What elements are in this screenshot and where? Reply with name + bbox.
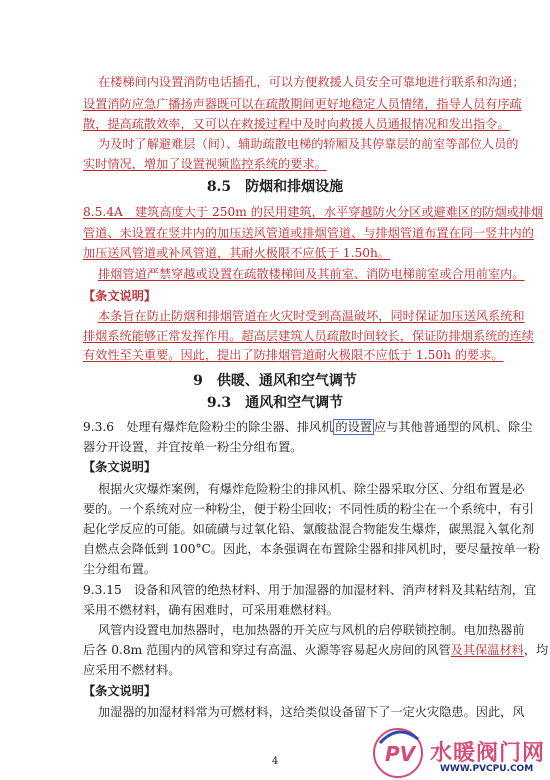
para-line: 为及时了解避难层（间）、辅助疏散电梯的轿厢及其停靠层的前室等部位人员的 bbox=[98, 137, 519, 151]
highlight-box: 的设置 bbox=[335, 420, 372, 434]
clause-line: 器分开设置，并宜按单一粉尘分组布置。 bbox=[83, 440, 303, 454]
clause-text: 后各 0.8m 范围内的风管和穿过有高温、火源等容易起火房间的风管 bbox=[83, 643, 451, 657]
clause-text: ，均 bbox=[523, 643, 549, 657]
explain-line: 尘分组布置。 bbox=[83, 562, 157, 576]
clause-text-red: 及其保温材料 bbox=[450, 643, 524, 657]
section-heading: 9.3 通风和空气调节 bbox=[206, 395, 344, 411]
clause-line: 排烟管道严禁穿越或设置在疏散楼梯间及其前室、消防电梯前室或合用前室内。 bbox=[98, 267, 525, 281]
explain-line: 要的。一个系统对应一种粉尘，便于粉尘回收；不同性质的粉尘在一个系统中，有引 bbox=[83, 502, 534, 516]
svg-text:PV: PV bbox=[385, 742, 416, 766]
explain-label: 【条文说明】 bbox=[83, 460, 157, 474]
clause-text: 应与其他普通型的风机、除尘 bbox=[373, 420, 533, 434]
page-number: 4 bbox=[271, 756, 279, 767]
clause-line bbox=[83, 419, 532, 435]
clause-line: 应采用不燃材料。 bbox=[83, 663, 181, 677]
section-heading: 8.5 防烟和排烟设施 bbox=[206, 179, 344, 195]
explain-line: 自燃点会降低到 100°C。因此，本条强调在布置除尘器和排风机时，要尽量按单一粉 bbox=[83, 542, 540, 556]
explain-line: 排烟系统能够正常发挥作用。超高层建筑人员疏散时间较长，保证防排烟系统的连续 bbox=[83, 329, 534, 343]
clause-text: 9.3.6 处理有爆炸危险粉尘的除尘器、排风机 bbox=[83, 420, 334, 434]
clause-line: 管道、未设置在竖井内的加压送风管道或排烟管道、与排烟管道布置在同一竖井内的 bbox=[83, 226, 534, 240]
para-line: 散，提高疏散效率，又可以在救援过程中及时向救援人员通报情况和发出指令。 bbox=[83, 117, 510, 131]
explain-label: 【条文说明】 bbox=[83, 289, 157, 303]
para-line: 在楼梯间内设置消防电话插孔，可以方便救援人员安全可靠地进行联系和沟通； bbox=[98, 75, 525, 89]
explain-line: 本条旨在防止防烟和排烟管道在火灾时受到高温破坏，同时保证加压送风系统和 bbox=[98, 309, 525, 323]
explain-line: 加湿器的加湿材料常为可燃材料，这给类似设备留下了一定火灾隐患。因此，风 bbox=[98, 705, 525, 719]
watermark-url: WWW.PVCPU.COM bbox=[440, 764, 534, 774]
clause-line: 采用不燃材料，确有困难时，可采用难燃材料。 bbox=[83, 603, 339, 617]
clause-line bbox=[83, 642, 548, 658]
explain-line: 根据火灾爆炸案例，有爆炸危险粉尘的排风机、除尘器采取分区、分组布置是必 bbox=[98, 482, 525, 496]
para-line: 实时情况，增加了设置视频监控系统的要求。 bbox=[83, 157, 327, 171]
clause-line: 加压送风管道或补风管道，其耐火极限不应低于 1.50h。 bbox=[83, 246, 390, 260]
clause-line: 8.5.4A 建筑高度大于 250m 的民用建筑，水平穿越防火分区或避难区的防烟或排烟 bbox=[83, 205, 544, 219]
explain-line: 有效性至关重要。因此，提出了防排烟管道耐火极限不应低于 1.50h 的要求。 bbox=[83, 348, 504, 362]
watermark-text: 水暖阀门网 bbox=[430, 741, 546, 766]
explain-line: 起化学反应的可能。如硫磺与过氧化铅、氯酸盐混合物能发生爆炸，碳黑混入氧化剂 bbox=[83, 522, 534, 536]
clause-line: 9.3.15 设备和风管的绝热材料、用于加湿器的加湿材料、消声材料及其粘结剂，宜 bbox=[83, 583, 537, 597]
clause-line: 风管内设置电加热器时，电加热器的开关应与风机的启停联锁控制。电加热器前 bbox=[98, 623, 525, 637]
chapter-heading: 9 供暖、通风和空气调节 bbox=[193, 373, 357, 389]
para-line: 设置消防应急广播扬声器既可以在疏散期间更好地稳定人员情绪，指导人员有序疏 bbox=[83, 97, 522, 111]
explain-label: 【条文说明】 bbox=[83, 684, 157, 698]
